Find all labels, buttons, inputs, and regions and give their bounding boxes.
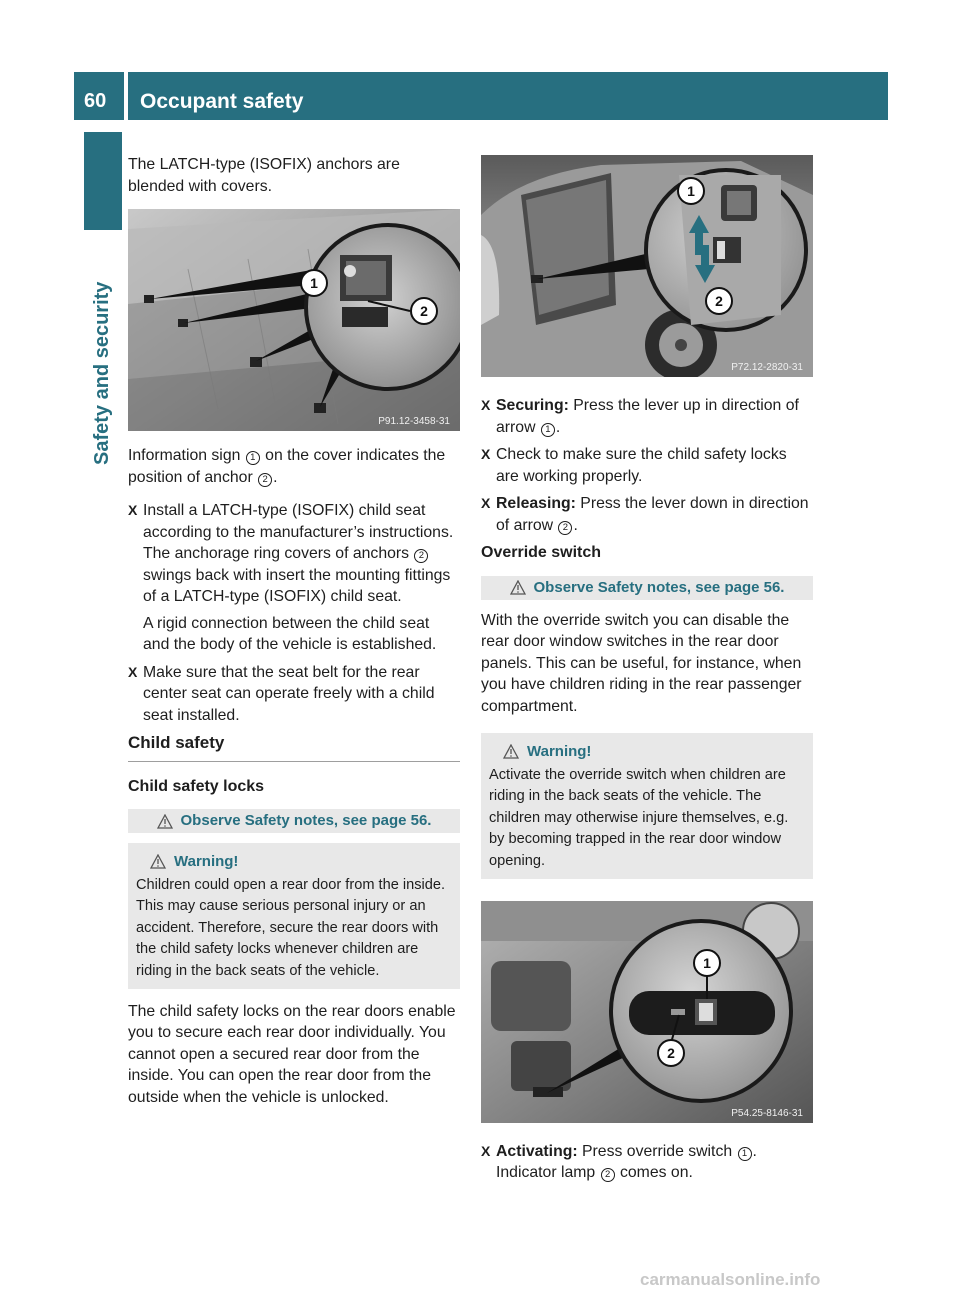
page-title: Occupant safety: [140, 90, 304, 113]
callout-1-ref: 1: [246, 451, 260, 465]
figure1-callout-1: 1: [310, 275, 318, 291]
isofix-anchor-figure: [128, 209, 460, 431]
install-step: X Install a LATCH-type (ISOFIX) child seat according to the manufacturer’s instructions. The anchorage ring covers of anchors 2 swings back with insert the mounting fittings of a LATCH-type (ISOFIX) child seat. A rigid connection between the child seat and the body of the vehicle is established.: [128, 502, 454, 653]
safety-note: [128, 809, 460, 833]
figure3-code: P54.25-8146-31: [731, 1107, 803, 1119]
info-sign-text: Information sign 1 on the cover indicates the position of anchor 2 .: [128, 447, 446, 486]
intro-text: The LATCH-type (ISOFIX) anchors are blended with covers.: [128, 156, 400, 195]
step-marker-icon: X: [481, 1142, 491, 1159]
warning-text: Activate the override switch when children are riding in the back seats of the vehicle. The children may otherwise injure themselves, e.g. by becoming trapped in the rear door window opening.: [489, 766, 789, 869]
figure1-code: P91.12-3458-31: [378, 416, 450, 427]
subheading-child-safety-locks: Child safety locks: [128, 777, 265, 795]
check-step: X Check to make sure the child safety locks are working properly.: [481, 446, 787, 485]
sidebar-tab: [84, 132, 122, 230]
page-number: 60: [84, 90, 107, 112]
left-column: [128, 154, 460, 1108]
right-column: [481, 155, 813, 1190]
figure1-callout-2: 2: [420, 303, 428, 319]
watermark: carmanualsonline.info: [640, 1270, 821, 1289]
warning-box: [481, 733, 813, 879]
locks-text: The child safety locks on the rear doors enable you to secure each rear door individually. You cannot open a secured rear door from the inside. You can open the rear door from the outside when the vehicle is unlocked.: [128, 1002, 456, 1106]
seatbelt-step: X Make sure that the seat belt for the rear center seat can operate freely with a child seat installed.: [128, 663, 435, 724]
figure2-code: P72.12-2820-31: [731, 362, 803, 373]
safety-note: [481, 576, 813, 600]
callout-2-ref: 2: [414, 549, 428, 563]
step-marker-icon: X: [128, 663, 138, 680]
callout-2-ref: 2: [601, 1168, 615, 1182]
figure3-callout-2: 2: [667, 1044, 675, 1061]
safety-note-text: Observe Safety notes, see page 56.: [180, 812, 432, 830]
callout-1-ref: 1: [541, 423, 555, 437]
warning-triangle-icon: [503, 744, 519, 759]
step-marker-icon: X: [481, 397, 491, 413]
releasing-step: X Releasing: Press the lever down in direction of arrow 2 .: [481, 495, 809, 534]
warning-box: [128, 843, 460, 989]
child-lock-figure: [481, 155, 813, 377]
step-marker-icon: X: [481, 446, 491, 462]
callout-2-ref: 2: [558, 521, 572, 535]
section-heading-child-safety: Child safety: [128, 732, 460, 762]
step-marker-icon: X: [128, 502, 138, 518]
figure2-callout-2: 2: [715, 293, 723, 309]
subheading-override-switch: Override switch: [481, 544, 602, 561]
callout-2-ref: 2: [258, 473, 272, 487]
warning-text: Children could open a rear door from the inside. This may cause serious personal injury or an accident. Therefore, secure the rear doors with the child safety locks whenever children are riding in the back seats of the vehicle.: [136, 876, 446, 979]
step-marker-icon: X: [481, 495, 491, 511]
activating-step: X Activating: Press override switch 1 . Indicator lamp 2 comes on.: [481, 1142, 757, 1182]
sidebar-section-label: Safety and security: [91, 281, 113, 465]
figure3-callout-1: 1: [703, 954, 711, 971]
safety-note-text: Observe Safety notes, see page 56.: [533, 578, 785, 596]
warning-triangle-icon: [157, 814, 173, 829]
override-text: With the override switch you can disable the rear door window switches in the rear door panels. This can be useful, for instance, when you have children riding in the rear passenger compartment.: [481, 611, 802, 715]
securing-step: X Securing: Press the lever up in direction of arrow 1 .: [481, 397, 799, 436]
warning-triangle-icon: [510, 580, 526, 595]
warning-title: Warning!: [489, 741, 805, 763]
figure2-callout-1: 1: [687, 183, 695, 199]
warning-title: Warning!: [136, 851, 452, 873]
warning-triangle-icon: [150, 854, 166, 869]
override-switch-figure: [481, 901, 813, 1123]
callout-1-ref: 1: [738, 1147, 752, 1161]
